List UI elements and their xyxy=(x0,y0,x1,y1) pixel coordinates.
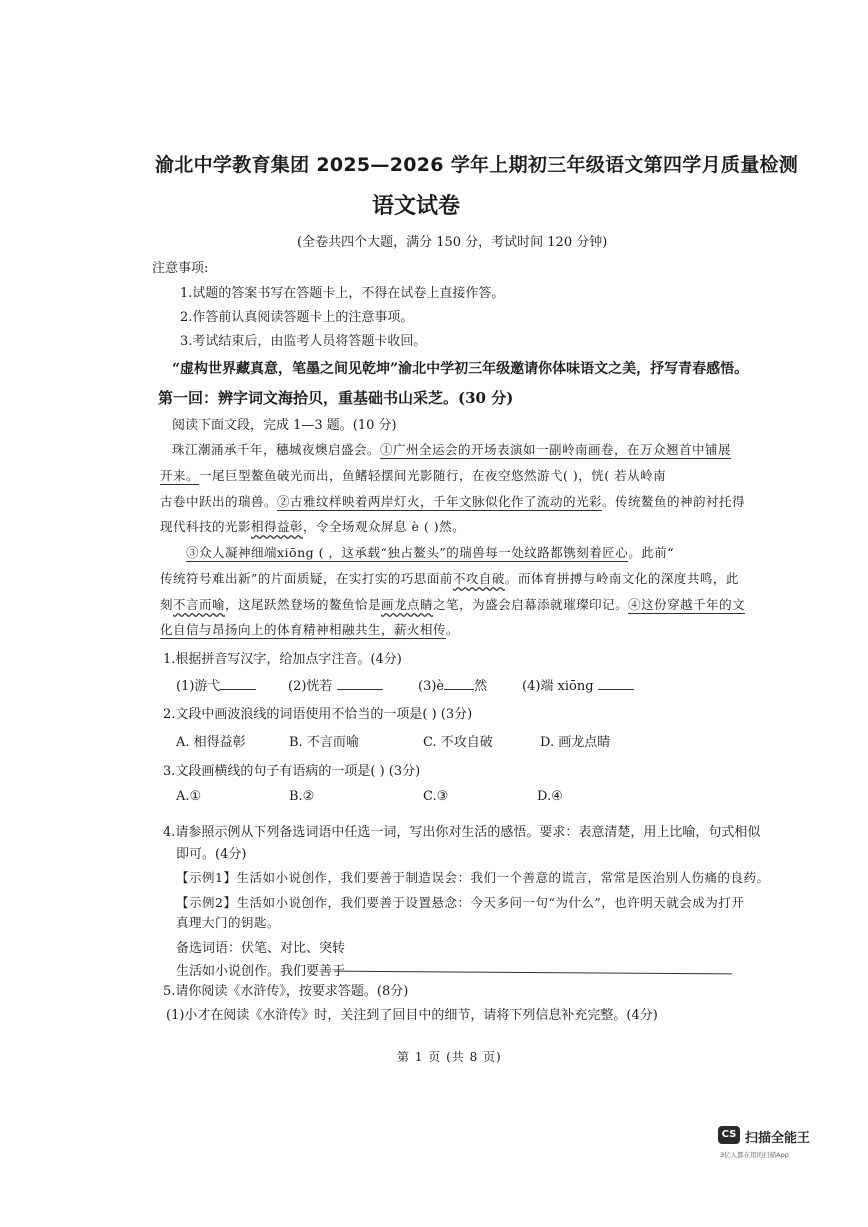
camscanner-logo-icon: CS xyxy=(718,1126,740,1144)
q1-item-label: (1)游弋 xyxy=(176,679,221,694)
underlined-sentence-4: ④这份穿越千年的文 xyxy=(628,597,746,612)
wavy-word-1: 相得益彰 xyxy=(251,519,304,534)
passage-text: 珠江潮涌承千年，穗城夜燠启盛会。 xyxy=(172,442,381,457)
q3-option-a[interactable]: A.① xyxy=(176,789,202,804)
page-number: 第 1 页 (共 8 页) xyxy=(397,1050,502,1064)
passage-text: 一尾巨型鳌鱼破光而出，鱼鳍轻摆间光影随行，在夜空悠然游弋( )，恍( 若从岭南 xyxy=(199,468,667,483)
passage-text: ，令全场观众屏息 è ( )然。 xyxy=(303,519,466,534)
passage-text: 。传统鳌鱼的神韵衬托得 xyxy=(602,494,746,509)
question-2-stem: 2.文段中画波浪线的词语使用不恰当的一项是( ) (3分) xyxy=(163,707,473,722)
q1-item-label: (3)è xyxy=(418,679,445,694)
note-item-1: 1.试题的答案书写在答题卡上，不得在试卷上直接作答。 xyxy=(180,286,505,301)
camscanner-name: 扫描全能王 xyxy=(745,1131,811,1146)
wavy-word-2: 不攻自破 xyxy=(452,571,505,586)
question-1-stem: 1.根据拼音写汉字，给加点字注音。(4分) xyxy=(163,652,402,667)
answer-blank[interactable] xyxy=(598,677,634,690)
passage-text: 古卷中跃出的瑞兽。 xyxy=(160,494,278,509)
note-item-2: 2.作答前认真阅读答题卡上的注意事项。 xyxy=(180,310,414,325)
passage-text: 。 xyxy=(446,622,460,637)
wavy-word-4: 画龙点睛 xyxy=(381,597,434,612)
q1-item-suffix: 然 xyxy=(474,679,488,694)
q2-option-a[interactable]: A. 相得益彰 xyxy=(176,735,246,750)
candidate-words: 备选词语：伏笔、对比、突转 xyxy=(176,941,346,956)
exam-title: 渝北中学教育集团 2025—2026 学年上期初三年级语文第四学月质量检测 xyxy=(155,154,799,176)
example-1 xyxy=(176,868,769,886)
q1-item-2 xyxy=(288,675,383,694)
question-5-sub-1: (1)小才在阅读《水浒传》时，关注到了回目中的细节，请将下列信息补充完整。(4分) xyxy=(166,1008,658,1023)
q1-item-label: (4)端 xiōng xyxy=(522,679,594,694)
note-item-3: 3.考试结束后，由监考人员将答题卡收回。 xyxy=(180,334,427,349)
q3-option-c[interactable]: C.③ xyxy=(423,789,449,804)
passage-line xyxy=(160,569,739,587)
passage-text: 。此前“ xyxy=(628,545,675,560)
exam-subtitle: 语文试卷 xyxy=(372,194,461,219)
q1-item-3 xyxy=(418,675,487,694)
q1-item-label: (2)恍若 xyxy=(288,679,333,694)
answer-blank[interactable] xyxy=(220,677,256,690)
reading-instruction: 阅读下面文段，完成 1—3 题。(10 分) xyxy=(172,418,397,433)
answer-prefix: 生活如小说创作。我们要善于 xyxy=(176,964,346,979)
q3-option-d[interactable]: D.④ xyxy=(537,789,563,804)
exam-info: (全卷共四个大题，满分 150 分，考试时间 120 分钟) xyxy=(297,235,608,250)
example-label: 【示例1】 xyxy=(176,870,237,885)
underlined-sentence-3: ③众人凝神细端xiōng ( ，这承载“独占鳌头”的瑞兽每一处纹路都镌刻着匠心 xyxy=(186,545,629,560)
passage-text: 之笔，为盛会启幕添就璀璨印记。 xyxy=(433,597,629,612)
example-2-cont: 真理大门的钥匙。 xyxy=(176,915,281,930)
example-text: 生活如小说创作，我们要善于设置悬念：今天多问一句“为什么”，也许明天就会成为打开 xyxy=(236,895,745,910)
intro-line: “虚构世界藏真意，笔墨之间见乾坤”渝北中学初三年级邀请你体味语文之美，抒写青春感悟。 xyxy=(172,361,749,377)
q1-item-4 xyxy=(522,675,634,694)
passage-text: ，这尾跃然登场的鳌鱼恰是 xyxy=(225,597,382,612)
question-3-stem: 3.文段画横线的句子有语病的一项是( ) (3分) xyxy=(163,764,421,779)
wavy-word-3: 不言而喻 xyxy=(173,597,226,612)
passage-line xyxy=(160,466,666,484)
question-4-stem-cont: 即可。(4分) xyxy=(176,847,247,862)
example-text: 生活如小说创作，我们要善于制造误会：我们一个善意的谎言，常常是医治别人伤痛的良药。 xyxy=(236,870,770,885)
question-4-stem: 4.请参照示例从下列备选词语中任选一词，写出你对生活的感悟。要求：表意清楚，用上比喻，句式相似 xyxy=(163,825,761,840)
example-label: 【示例2】 xyxy=(176,895,237,910)
passage-line xyxy=(160,517,465,535)
underlined-sentence-1: ①广州全运会的开场表演如一副岭南画卷，在万众翘首中铺展 xyxy=(380,442,732,457)
q2-option-b[interactable]: B. 不言而喻 xyxy=(289,735,359,750)
passage-text: 传统符号难出新”的片面质疑，在实打实的巧思面前 xyxy=(160,571,453,586)
passage-line xyxy=(186,543,674,561)
passage-text: 刻 xyxy=(160,597,174,612)
answer-blank[interactable] xyxy=(337,677,383,690)
q3-option-b[interactable]: B.② xyxy=(289,789,315,804)
camscanner-tagline: 3亿人都在用的扫描App xyxy=(720,1151,789,1159)
passage-line xyxy=(160,620,459,638)
q1-item-1 xyxy=(176,675,256,694)
passage-line xyxy=(160,595,745,613)
section-title: 第一回：辨字词文海拾贝，重基础书山采芝。(30 分) xyxy=(158,389,514,407)
passage-line xyxy=(172,440,731,458)
passage-line xyxy=(160,492,745,510)
notes-heading: 注意事项: xyxy=(152,261,209,276)
underlined-sentence-1-end: 开来。 xyxy=(160,468,200,483)
q2-option-d[interactable]: D. 画龙点睛 xyxy=(540,735,611,750)
question-5-stem: 5.请你阅读《水浒传》，按要求答题。(8分) xyxy=(163,984,409,999)
q2-option-c[interactable]: C. 不攻自破 xyxy=(423,735,493,750)
underlined-sentence-4-end: 化自信与昂扬向上的体育精神相融共生，薪火相传 xyxy=(160,622,447,637)
example-2 xyxy=(176,893,744,911)
passage-text: 现代科技的光影 xyxy=(160,519,252,534)
answer-blank[interactable] xyxy=(444,677,474,690)
underlined-sentence-2: ②古雅纹样映着两岸灯火，千年文脉似化作了流动的光彩 xyxy=(277,494,603,509)
answer-line[interactable] xyxy=(334,971,732,975)
passage-text: 。而体育拼搏与岭南文化的深度共鸣，此 xyxy=(504,571,739,586)
